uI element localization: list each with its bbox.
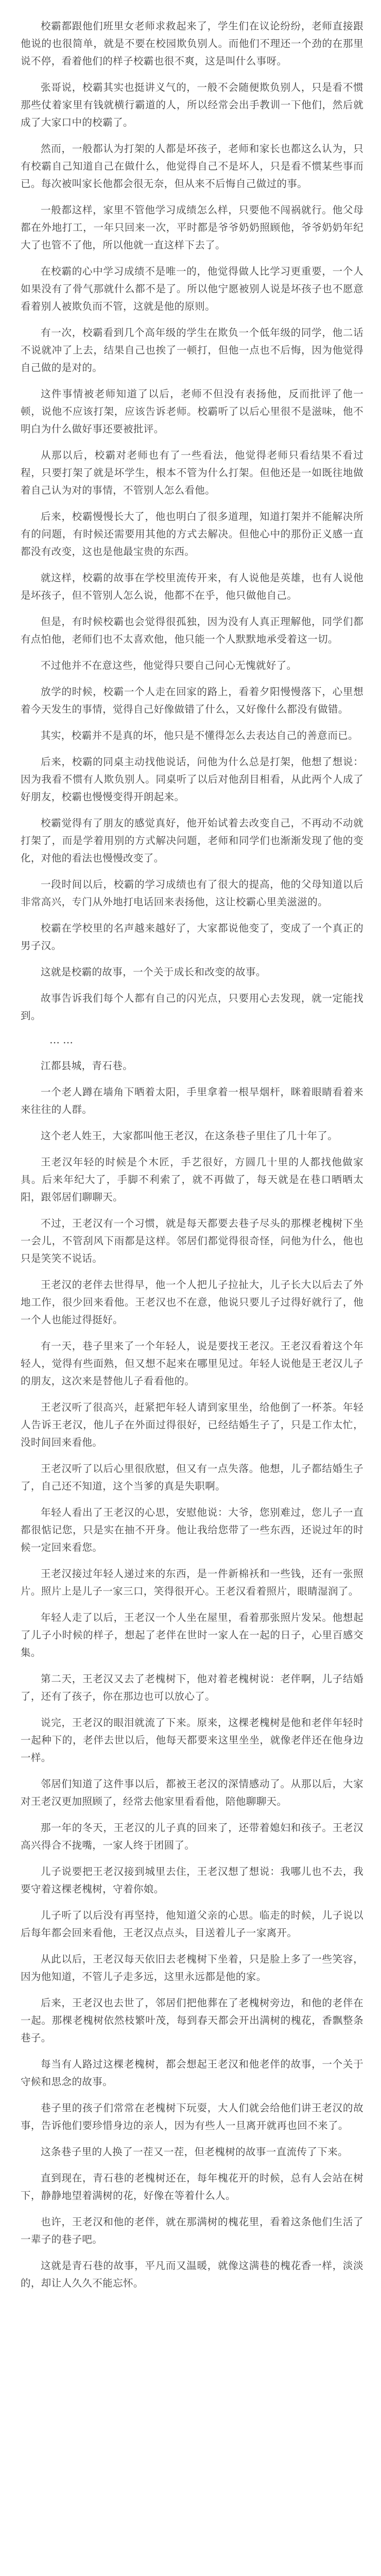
story-section-one [21, 18, 363, 1025]
paragraph: 后来，王老汉也去世了，邻居们把他葬在了老槐树旁边，和他的老伴在一起。那棵老槐树依然枝繁叶茂，每到春天都会开出满树的槐花，香飘整条巷子。 [21, 1997, 363, 2044]
paragraph: 这条巷子里的人换了一茬又一茬，但老槐树的故事一直流传了下来。 [41, 2146, 349, 2158]
paragraph: 这就是校霸的故事，一个关于成长和改变的故事。 [41, 966, 266, 978]
paragraph: 也许，王老汉和他的老伴，就在那满树的槐花里，看着这条他们生活了一辈子的巷子吧。 [21, 2216, 363, 2245]
paragraph: 张哥说，校霸其实也挺讲义气的，一般不会随便欺负别人，只是看不惯那些仗着家里有钱就横行霸道的人，所以经常会出手教训一下他们，然后就成了大家口中的校霸了。 [21, 81, 363, 128]
paragraph: 每当有人路过这棵老槐树，都会想起王老汉和他老伴的故事，一个关于守候和思念的故事。 [21, 2058, 363, 2088]
story-section-two [21, 1057, 363, 2292]
paragraph: 年轻人走了以后，王老汉一个人坐在屋里，看着那张照片发呆。他想起了儿子小时候的样子，想起了老伴在世时一家人在一起的日子，心里百感交集。 [21, 1612, 363, 1658]
paragraph: 那一年的冬天，王老汉的儿子真的回来了，还带着媳妇和孩子。王老汉高兴得合不拢嘴，一家人终于团圆了。 [21, 1822, 363, 1851]
paragraph: 直到现在，青石巷的老槐树还在，每年槐花开的时候，总有人会站在树下，静静地望着满树的花，好像在等着什么人。 [21, 2172, 363, 2201]
paragraph: 从此以后，王老汉每天依旧去老槐树下坐着，只是脸上多了一些笑容，因为他知道，不管儿子走多远，这里永远都是他的家。 [21, 1953, 363, 1982]
paragraph: 有一次，校霸看到几个高年级的学生在欺负一个低年级的同学，他二话不说就冲了上去，结果自己也挨了一顿打，但他一点也不后悔，因为他觉得自己做的是对的。 [21, 327, 363, 374]
paragraph: 有一天，巷子里来了一个年轻人，说是要找王老汉。王老汉看着这个年轻人，觉得有些面熟，但又想不起来在哪里见过。年轻人说他是王老汉儿子的朋友，这次来是替他儿子看看他的。 [21, 1340, 363, 1387]
paragraph: 一段时间以后，校霸的学习成绩也有了很大的提高，他的父母知道以后非常高兴，专门从外地打电话回来表扬他，这让校霸心里美滋滋的。 [21, 878, 363, 908]
paragraph: 说完，王老汉的眼泪就流了下来。原来，这棵老槐树是他和老伴年轻时一起种下的，老伴去世以后，他每天都要来这里坐坐，就像老伴还在他身边一样。 [21, 1717, 363, 1764]
paragraph: 放学的时候，校霸一个人走在回家的路上，看着夕阳慢慢落下，心里想着今天发生的事情，觉得自己好像做错了什么，又好像什么都没有做错。 [21, 686, 363, 715]
paragraph: 后来，校霸慢慢长大了，他也明白了很多道理，知道打架并不能解决所有的问题，有时候还需要用其他的方式去解决。但他心中的那份正义感一直都没有改变，这也是他最宝贵的东西。 [21, 511, 363, 557]
paragraph: 校霸都跟他们班里女老师求救起来了，学生们在议论纷纷，老师直接跟他说的也很简单，就是不要在校园欺负别人。而他们不理还一个劲的在那里说不停，看着他们的样子校霸也很不爽，这是叫什么事呀。 [21, 20, 363, 67]
paragraph: 其实，校霸并不是真的坏，他只是不懂得怎么去表达自己的善意而已。 [41, 730, 358, 741]
paragraph: 第二天，王老汉又去了老槐树下，他对着老槐树说：老伴啊，儿子结婚了，还有了孩子，你在那边也可以放心了。 [21, 1673, 363, 1702]
paragraph: 校霸在学校里的名声越来越好了，大家都说他变了，变成了一个真正的男子汉。 [21, 922, 363, 952]
paragraph: 王老汉听了很高兴，赶紧把年轻人请到家里坐，给他倒了一杯茶。年轻人告诉王老汉，他儿子在外面过得很好，已经结婚生子了，只是工作太忙，没时间回来看他。 [21, 1401, 363, 1448]
paragraph: 然而，一般都认为打架的人都是坏孩子，老师和家长也都这么认为，只有校霸自己知道自己在做什么，他觉得自己不是坏人，只是看不惯某些事而已。每次被叫家长他都会很无奈，但从来不后悔自己做过的事。 [21, 143, 363, 190]
paragraph: 王老汉接过年轻人递过来的东西，是一件新棉袄和一些钱，还有一张照片。照片上是儿子一家三口，笑得很开心。王老汉看着照片，眼睛湿润了。 [21, 1568, 363, 1597]
paragraph: 就这样，校霸的故事在学校里流传开来，有人说他是英雄，也有人说他是坏孩子，但不管别人怎么说，他都不在乎，他只做他自己。 [21, 572, 363, 601]
paragraph: 巷子里的孩子们常常在老槐树下玩耍，大人们就会给他们讲王老汉的故事，告诉他们要珍惜身边的亲人，因为有些人一旦离开就再也回不来了。 [21, 2102, 363, 2131]
paragraph: 后来，校霸的同桌主动找他说话，问他为什么总是打架，他想了想说：因为我看不惯有人欺负别人。同桌听了以后对他刮目相看，从此两个人成了好朋友，校霸也慢慢变得开朗起来。 [21, 756, 363, 803]
paragraph: 王老汉听了以后心里很欣慰，但又有一点失落。他想，儿子都结婚生子了，自己还不知道，这个当爹的真是失职啊。 [21, 1463, 363, 1492]
paragraph: 一个老人蹲在墙角下晒着太阳，手里拿着一根旱烟杆，眯着眼睛看着来来往往的人群。 [21, 1086, 363, 1115]
paragraph: 不过他并不在意这些，他觉得只要自己问心无愧就好了。 [41, 659, 297, 671]
paragraph: 不过，王老汉有一个习惯，就是每天都要去巷子尽头的那棵老槐树下坐一会儿，不管刮风下雨都是这样。邻居们都觉得很奇怪，问他为什么，他也只是笑笑不说话。 [21, 1217, 363, 1264]
paragraph: 年轻人看出了王老汉的心思，安慰他说：大爷，您别难过，您儿子一直都很惦记您，只是实在抽不开身。他让我给您带了一些东西，还说过年的时候一定回来看您。 [21, 1506, 363, 1553]
paragraph: 一般都这样，家里不管他学习成绩怎么样，只要他不闯祸就行。他父母都在外地打工，一年只回来一次，平时都是爷爷奶奶照顾他，爷爷奶奶年纪大了也管不了他，所以他就一直这样下去了。 [21, 204, 363, 251]
paragraph: 王老汉的老伴去世得早，他一个人把儿子拉扯大，儿子长大以后去了外地工作，很少回来看他。王老汉也不在意，他说只要儿子过得好就行了，他一个人也能过得挺好。 [21, 1279, 363, 1326]
paragraph: 儿子听了以后没有再坚持，他知道父亲的心思。临走的时候，儿子说以后每年都会回来看他，王老汉点点头，目送着儿子一家离开。 [21, 1909, 363, 1939]
paragraph: 江都县城，青石巷。 [41, 1060, 133, 1072]
paragraph: 王老汉年轻的时候是个木匠，手艺很好，方圆几十里的人都找他做家具。后来年纪大了，手脚不利索了，就不再做了，每天就是在巷口晒晒太阳，跟邻居们聊聊天。 [21, 1156, 363, 1203]
paragraph: 在校霸的心中学习成绩不是唯一的，他觉得做人比学习更重要，一个人如果没有了骨气那就什么都不是了。所以他宁愿被别人说是坏孩子也不愿意看着别人被欺负而不管，这就是他的原则。 [21, 265, 363, 312]
paragraph: 校霸觉得有了朋友的感觉真好，他开始试着去改变自己，不再动不动就打架了，而是学着用别的方式解决问题，老师和同学们也渐渐发现了他的变化，对他的看法也慢慢改变了。 [21, 817, 363, 864]
paragraph: 邻居们知道了这件事以后，都被王老汉的深情感动了。从那以后，大家对王老汉更加照顾了，经常去他家里看看他，陪他聊聊天。 [21, 1778, 363, 1807]
paragraph: 这就是青石巷的故事，平凡而又温暖，就像这满巷的槐花香一样，淡淡的，却让人久久不能忘怀。 [21, 2260, 363, 2289]
paragraph: 但是，有时候校霸也会觉得很孤独，因为没有人真正理解他，同学们都有点怕他，老师们也不太喜欢他，他只能一个人默默地承受着这一切。 [21, 616, 363, 645]
paragraph: 儿子说要把王老汉接到城里去住，王老汉想了想说：我哪儿也不去，我要守着这棵老槐树，守着你娘。 [21, 1866, 363, 1895]
paragraph: 这件事情被老师知道了以后，老师不但没有表扬他，反而批评了他一顿，说他不应该打架，应该告诉老师。校霸听了以后心里很不是滋味，他不明白为什么做好事还要被批评。 [21, 388, 363, 435]
section-separator: …… [49, 1033, 76, 1046]
paragraph: 这个老人姓王，大家都叫他王老汉，在这条巷子里住了几十年了。 [41, 1130, 338, 1142]
paragraph: 故事告诉我们每个人都有自己的闪光点，只要用心去发现，就一定能找到。 [21, 992, 363, 1022]
paragraph: 从那以后，校霸对老师也有了一些看法，他觉得老师只看结果不看过程，只要打架了就是坏学生，根本不管为什么打架。但他还是一如既往地做着自己认为对的事情，不管别人怎么看他。 [21, 449, 363, 496]
